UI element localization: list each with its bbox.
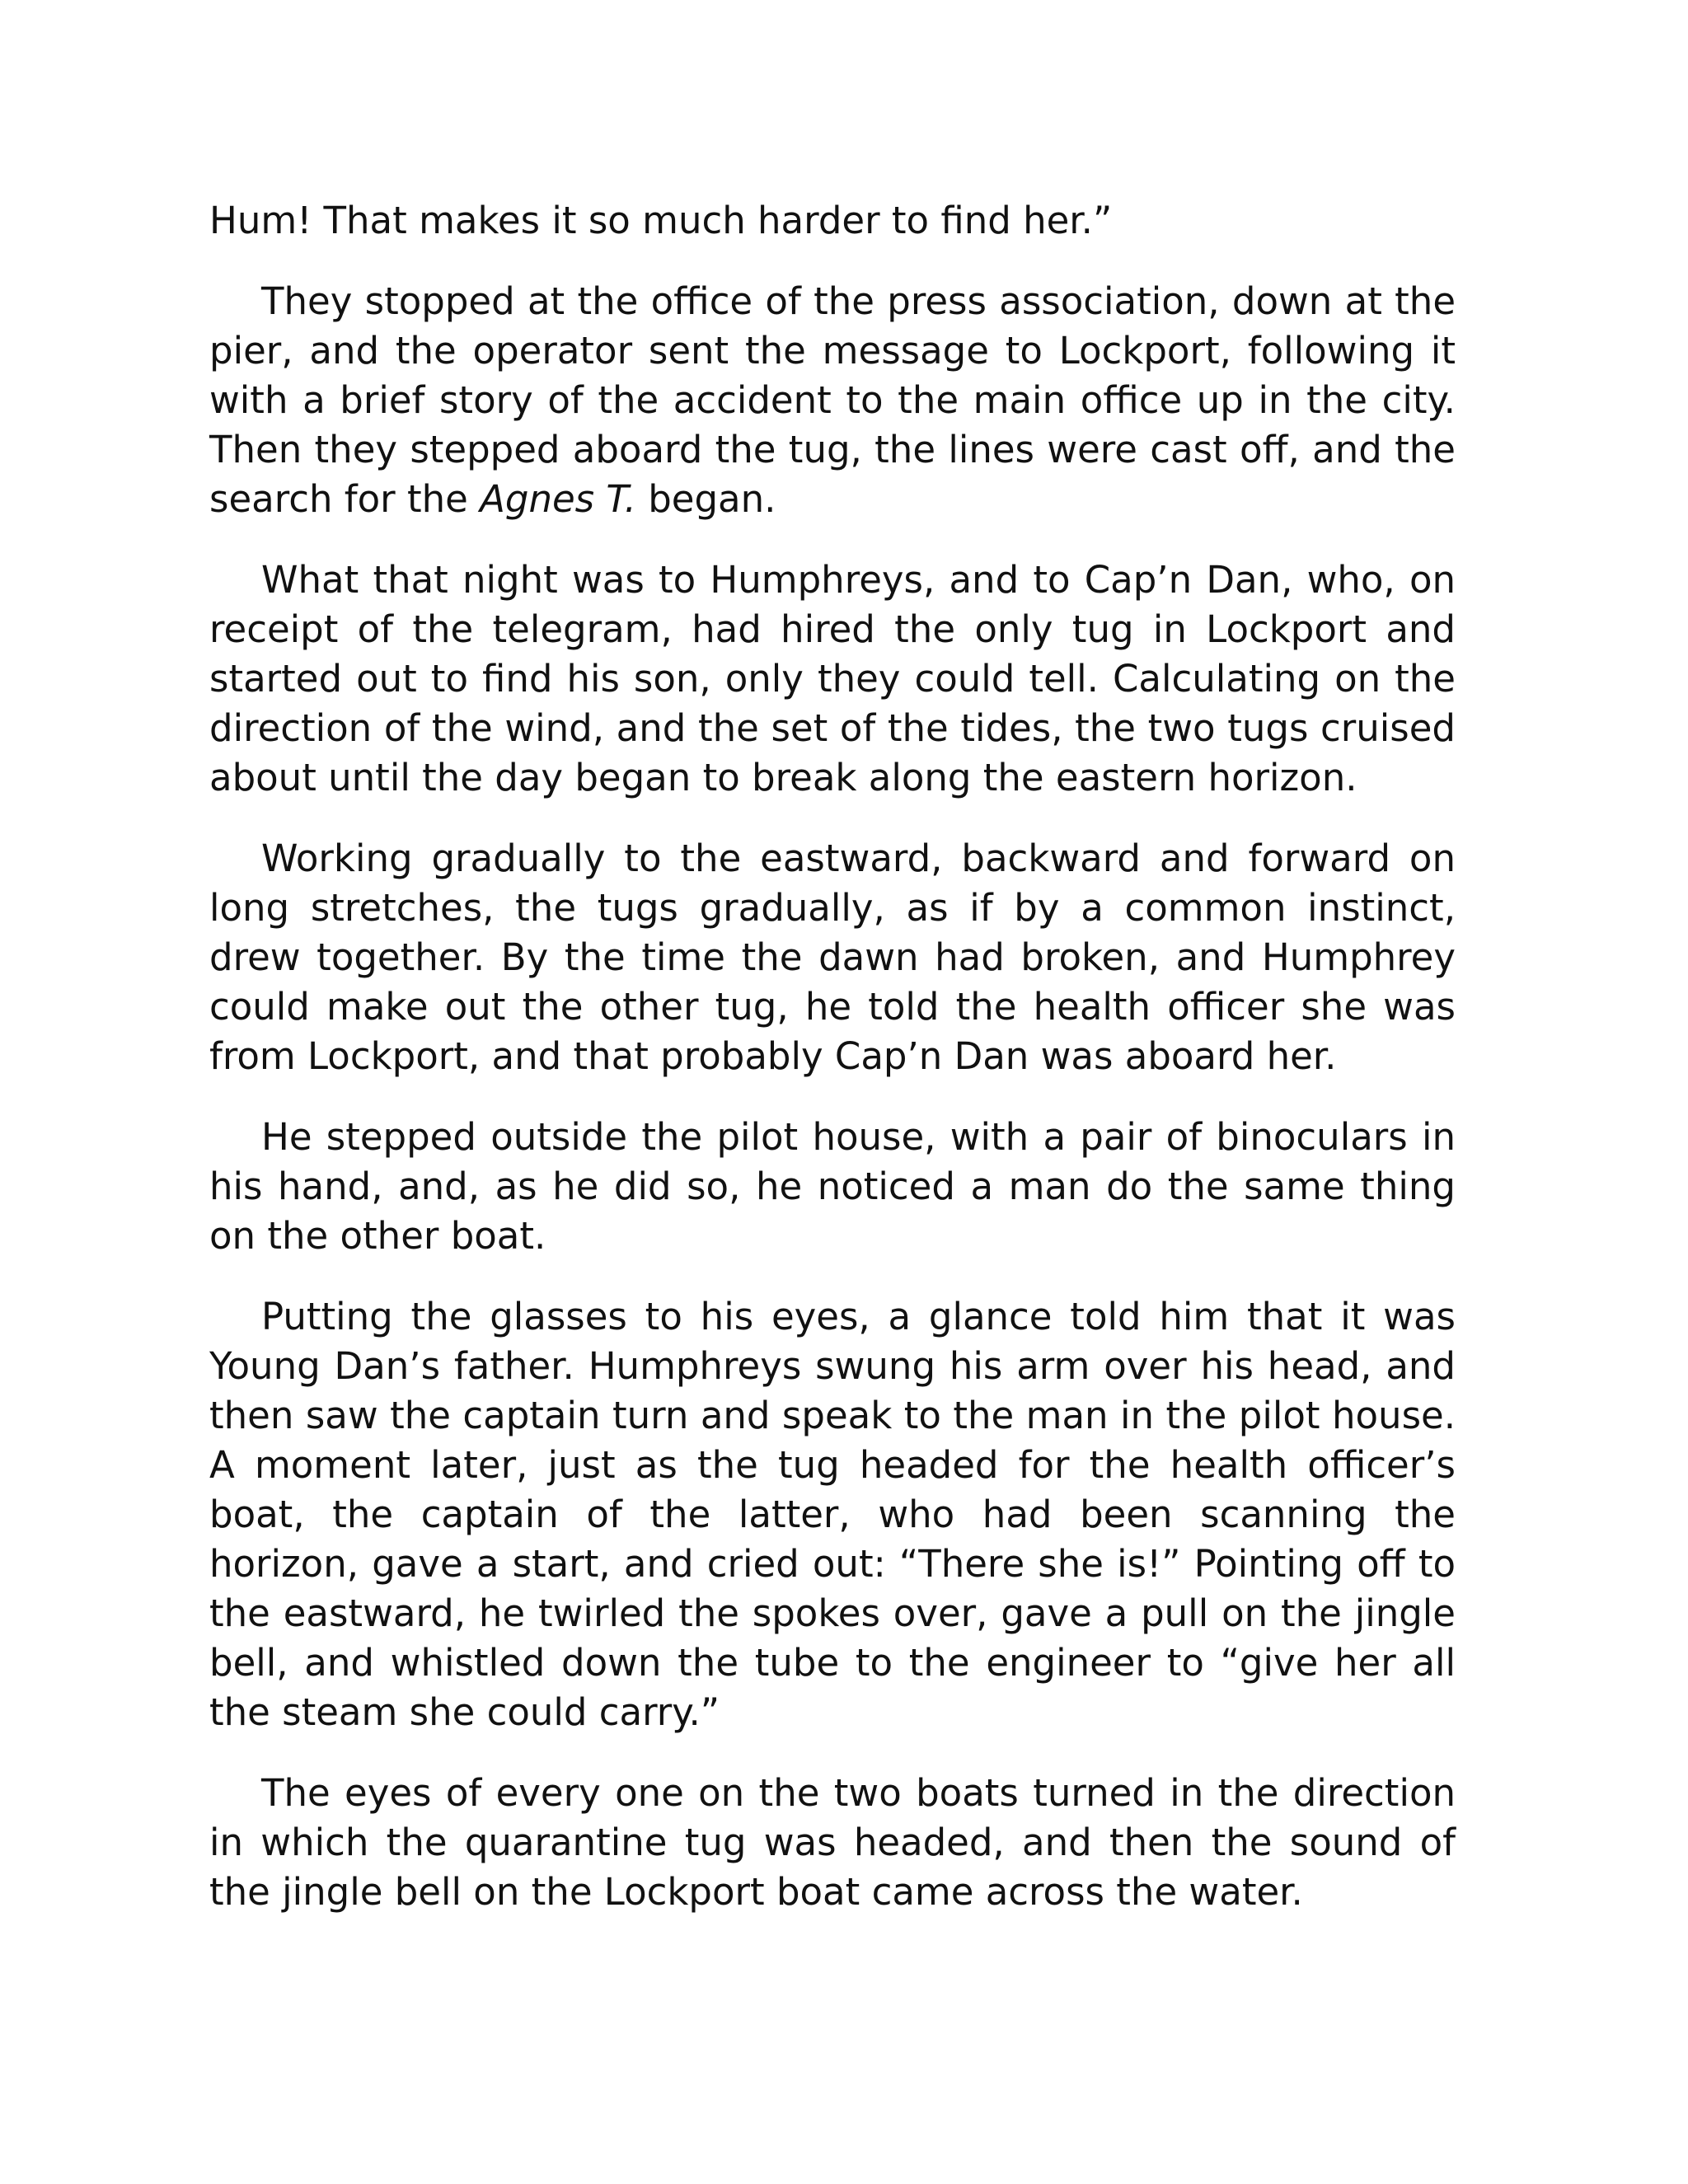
paragraph-3: What that night was to Humphreys, and to Cap’n Dan, who, on receipt of the telegram, had hired the only tug in Lockport and started out to find his son, only they could tell. Calculating on the direction of the wind, and the set of the tides, the two tugs cruised about until the day began to break along the eastern horizon. [209,558,1456,799]
paragraph-2: They stopped at the office of the press association, down at the pier, and the operator sent the message to Lockport, following it with a brief story of the accident to the main office up in the city. Then they stepped aboard the tug, the lines were cast off, and the search for the Agnes T. began. [209,279,1456,521]
paragraph-1: Hum! That makes it so much harder to find her.” [209,199,1113,242]
paragraph-5: He stepped outside the pilot house, with a pair of binoculars in his hand, and, as he did so, he noticed a man do the same thing on the other boat. [209,1115,1456,1258]
paragraph-7: The eyes of every one on the two boats turned in the direction in which the quarantine tug was headed, and then the sound of the jingle bell on the Lockport boat came across the water. [209,1771,1456,1914]
ship-name-italic: Agnes T. [480,477,636,521]
page-body-text [209,196,1456,1917]
paragraph-6: Putting the glasses to his eyes, a glance told him that it was Young Dan’s father. Humphreys swung his arm over his head, and then saw the captain turn and speak to the man in the pilot house. A moment later, just as the tug headed for the health officer’s boat, the captain of the latter, who had been scanning the horizon, gave a start, and cried out: “There she is!” Pointing off to the eastward, he twirled the spokes over, gave a pull on the jingle bell, and whistled down the tube to the engineer to “give her all the steam she could carry.” [209,1295,1456,1734]
paragraph-4: Working gradually to the eastward, backward and forward on long stretches, the tugs gradually, as if by a common instinct, drew together. By the time the dawn had broken, and Humphrey could make out the other tug, he told the health officer she was from Lockport, and that probably Cap’n Dan was aboard her. [209,837,1456,1078]
